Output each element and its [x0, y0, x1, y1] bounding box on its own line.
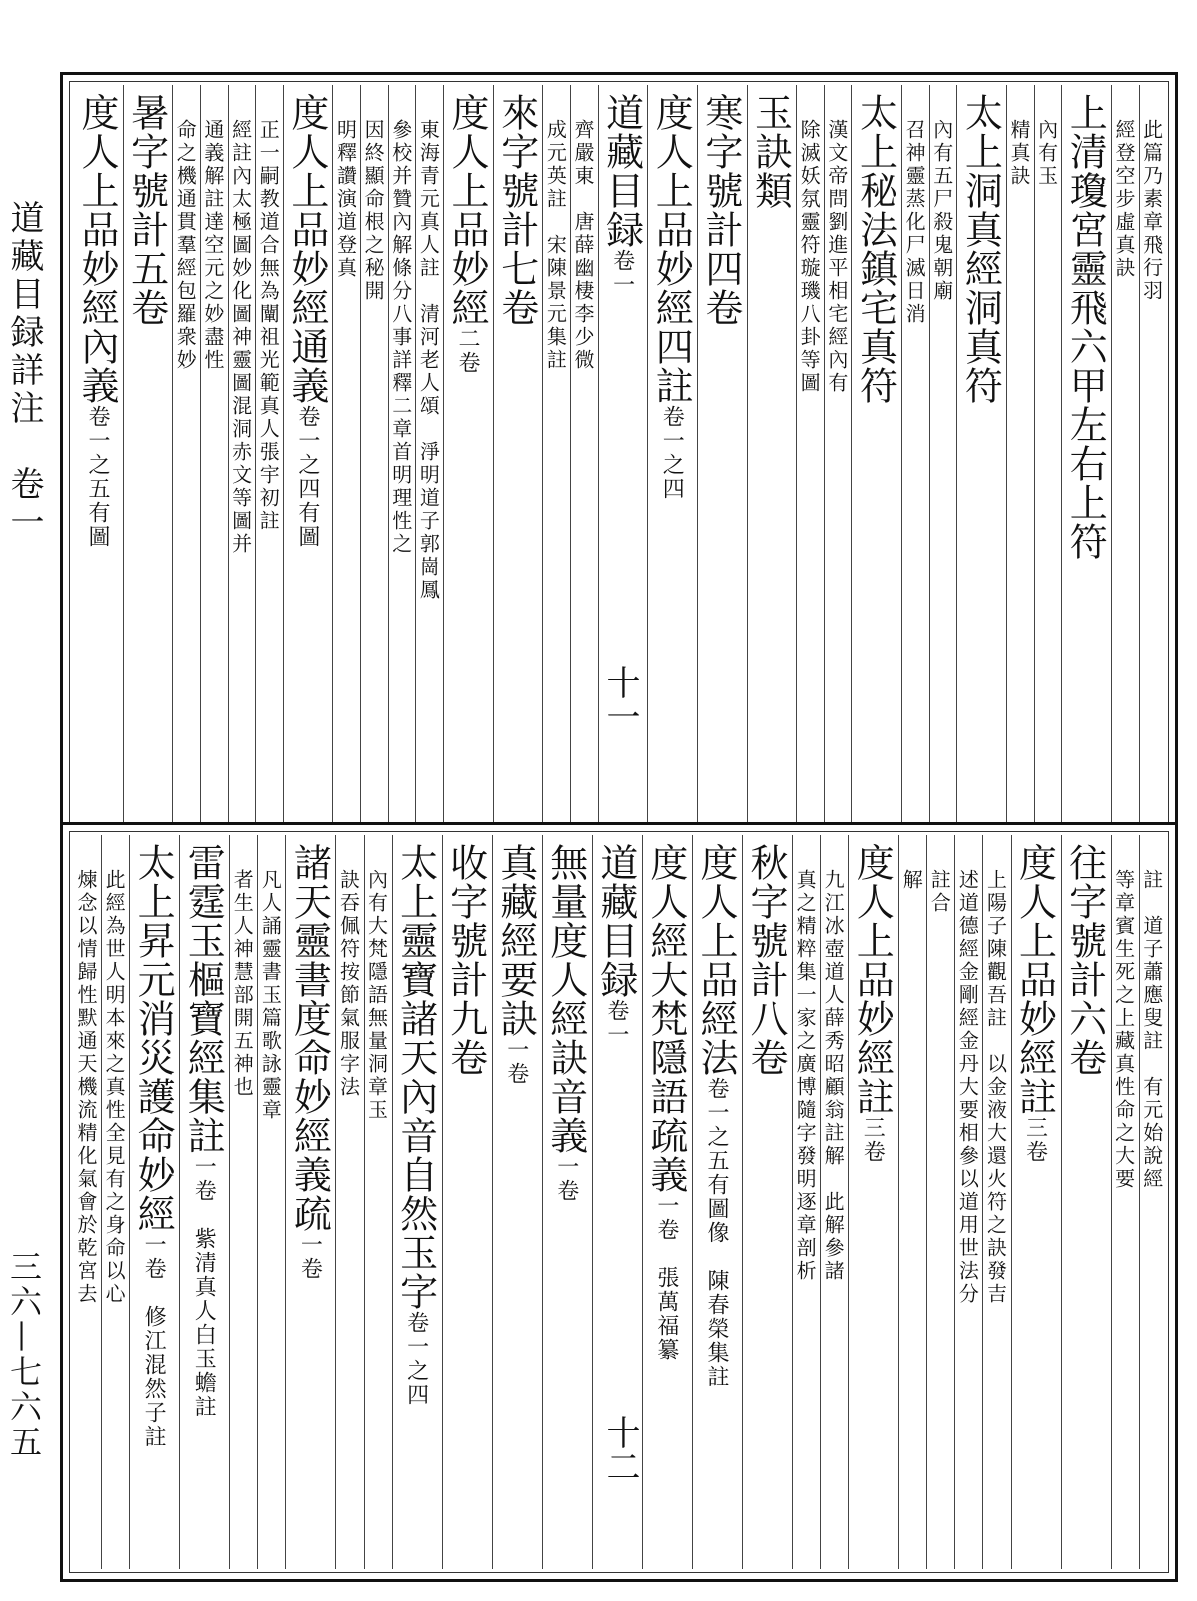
annotation-column — [360, 85, 386, 825]
entry-title-column — [542, 835, 590, 1569]
annotation-text: 精真訣 — [1007, 119, 1032, 188]
entry-title-column — [692, 835, 740, 1569]
entry-title-column — [956, 85, 1004, 825]
entry-title: 雷霆玉樞寶經集註 — [181, 843, 226, 1155]
entry-title: 度人經大梵隱語疏義 — [643, 843, 688, 1194]
volume-note: 一卷 張萬福纂 — [653, 1194, 679, 1362]
volume-note: 一卷 — [503, 1038, 529, 1086]
annotation-text: 此篇乃素章飛行羽 — [1139, 119, 1164, 303]
volume-note: 三卷 — [1022, 1116, 1048, 1164]
annotation-column — [954, 835, 980, 1569]
annotation-text: 齊嚴東 唐薛幽棲李少微 — [570, 119, 595, 372]
annotation-text: 上陽子陳觀吾註 以金液大還火符之訣發吉 — [983, 869, 1008, 1306]
annotation-column — [820, 835, 846, 1569]
annotation-text: 者生人神慧部開五神也 — [230, 869, 255, 1099]
entry-title: 度人上品妙經四註 — [649, 93, 694, 405]
entry-title-column — [1011, 835, 1059, 1569]
entry-title-column — [129, 835, 177, 1569]
annotation-column — [200, 85, 226, 825]
entry-title-column — [851, 85, 899, 825]
annotation-text: 經登空步虛真訣 — [1111, 119, 1136, 280]
volume-note: 一卷 — [297, 1233, 323, 1281]
annotation-column — [415, 85, 441, 825]
entry-title-column — [742, 835, 790, 1569]
annotation-column — [570, 85, 596, 825]
volume-note: 卷一之四有圖 — [294, 405, 320, 549]
entry-title-column — [747, 85, 795, 825]
annotation-text: 煉念以情歸性默通天機流精化氣會於乾宮去 — [74, 869, 98, 1306]
annotation-column — [257, 835, 283, 1569]
annotation-column — [1139, 835, 1165, 1569]
annotation-text: 內有五尸殺鬼朝廟 — [929, 119, 954, 303]
volume-note: 卷一 — [609, 249, 635, 297]
annotation-text: 參校并贊內解條分八事詳釋二章首明理性之 — [388, 119, 413, 556]
annotation-column — [792, 835, 818, 1569]
bottom-page-panel — [60, 822, 1178, 1582]
entry-title: 寒字號計四卷 — [698, 93, 743, 327]
entry-title-column — [73, 85, 121, 825]
annotation-text: 九江冰壺道人薛秀昭顧翁註解 此解參諸 — [821, 869, 846, 1283]
annotation-text: 召神靈蒸化尸滅日消 — [902, 119, 927, 326]
annotation-column — [364, 835, 390, 1569]
entry-title: 無量度人經訣音義 — [543, 843, 588, 1155]
entry-title: 道藏目録 — [593, 843, 638, 999]
entry-title-column — [392, 835, 440, 1569]
entry-title: 度人上品經法 — [693, 843, 738, 1077]
page-number: 三六—七六五 — [5, 1250, 43, 1460]
annotation-column — [1006, 85, 1032, 825]
volume-note: 一卷 — [553, 1155, 579, 1203]
annotation-text: 解 — [899, 869, 924, 892]
volume-note: 一卷 修江混然子註 — [141, 1233, 167, 1449]
entry-title: 度人上品妙經 — [445, 93, 490, 327]
annotation-column — [901, 85, 927, 825]
entry-title-column — [179, 835, 227, 1569]
entry-title: 暑字號計五卷 — [124, 93, 169, 327]
annotation-text: 明釋讚演道登真 — [333, 119, 358, 280]
entry-title-column — [493, 85, 541, 825]
entry-title: 太上昇元消災護命妙經 — [131, 843, 176, 1233]
volume-note: 三卷 — [860, 1116, 886, 1164]
annotation-text: 命之機通貫羣經包羅衆妙 — [173, 119, 198, 372]
annotation-column — [982, 835, 1008, 1569]
annotation-column — [229, 835, 255, 1569]
annotation-column — [335, 835, 361, 1569]
entry-title-column — [1061, 835, 1109, 1569]
annotation-column — [926, 835, 952, 1569]
entry-title: 度人上品妙經通義 — [284, 93, 329, 405]
annotation-text: 等章賓生死之上藏真性命之大要 — [1111, 869, 1136, 1191]
annotation-column — [73, 835, 99, 1569]
annotation-column — [898, 835, 924, 1569]
annotation-column — [542, 85, 568, 825]
entry-title: 太上靈寶諸天內音自然玉字 — [393, 843, 438, 1311]
entry-title: 玉訣類 — [748, 93, 793, 210]
volume-note: 二卷 — [455, 327, 481, 375]
annotation-text: 此經為世人明本來之真性全見有之身命以心 — [102, 869, 127, 1306]
volume-note: 一卷 紫清真人白玉蟾註 — [191, 1155, 217, 1419]
annotation-text: 經註內太極圖妙化圖神靈圖混洞赤文等圖并 — [228, 119, 253, 556]
annotation-text: 成元英註 宋陳景元集註 — [543, 119, 568, 372]
annotation-text: 述道德經金剛經金丹大要相參以道用世法分 — [955, 869, 980, 1306]
entry-title: 往字號計六卷 — [1062, 843, 1107, 1077]
volume-note: 卷一 — [603, 999, 629, 1047]
entry-title-column — [492, 835, 540, 1569]
annotation-text: 註合 — [927, 869, 952, 915]
annotation-column — [228, 85, 254, 825]
annotation-text: 東海青元真人註 清河老人頌 淨明道子郭崗鳳 — [416, 119, 441, 602]
annotation-text: 通義解註達空元之妙盡性 — [200, 119, 225, 372]
entry-title: 收字號計九卷 — [443, 843, 488, 1077]
entry-title-column — [697, 85, 745, 825]
volume-note: 卷一之五有圖像 陳春榮集註 — [703, 1077, 729, 1389]
annotation-column — [1111, 85, 1137, 825]
entry-title-column — [442, 835, 490, 1569]
entry-title-column — [647, 85, 695, 825]
annotation-text: 真之精粹集一家之廣博隨字發明逐章剖析 — [793, 869, 818, 1283]
annotation-column — [101, 835, 127, 1569]
leaf-number: 十二 — [600, 1415, 640, 1483]
annotation-column — [388, 85, 414, 825]
entry-title-column — [123, 85, 171, 825]
entry-title-column — [443, 85, 491, 825]
annotation-text: 因終顯命根之秘開 — [361, 119, 386, 303]
volume-note: 卷一之五有圖 — [85, 405, 110, 549]
entry-title: 來字號計七卷 — [494, 93, 539, 327]
entry-title: 度人上品妙經註 — [850, 843, 895, 1116]
entry-title: 秋字號計八卷 — [744, 843, 788, 1077]
entry-title: 道藏目録 — [599, 93, 644, 249]
annotation-text: 正一嗣教道合無為闡祖光範真人張宇初註 — [256, 119, 281, 533]
annotation-column — [172, 85, 198, 825]
book-title: 道藏目録詳注 卷一 — [4, 200, 44, 542]
entry-title-column — [1061, 85, 1109, 825]
annotation-column — [929, 85, 955, 825]
entry-title: 上清瓊宮靈飛六甲左右上符 — [1063, 93, 1108, 561]
top-page-panel — [60, 72, 1178, 838]
entry-title: 太上洞真經洞真符 — [958, 93, 1003, 405]
annotation-column — [332, 85, 358, 825]
annotation-text: 註 道子蕭應叟註 有元始說經 — [1139, 869, 1164, 1191]
annotation-text: 訣吞佩符按節氣服字法 — [336, 869, 361, 1099]
annotation-column — [255, 85, 281, 825]
annotation-column — [1111, 835, 1137, 1569]
annotation-column — [824, 85, 850, 825]
entry-title: 度人上品妙經內義 — [75, 93, 119, 405]
volume-note: 卷一之四 — [659, 405, 685, 501]
entry-title-column — [848, 835, 896, 1569]
leaf-number: 十一 — [600, 665, 640, 733]
annotation-text: 除滅妖氛靈符璇璣八卦等圖 — [797, 119, 822, 395]
entry-title-column — [285, 835, 333, 1569]
annotation-column — [1139, 85, 1165, 825]
annotation-text: 內有大梵隱語無量洞章玉 — [364, 869, 389, 1122]
annotation-text: 凡人誦靈書玉篇歌詠靈章 — [258, 869, 283, 1122]
annotation-column — [796, 85, 822, 825]
entry-title: 諸天靈書度命妙經義疏 — [287, 843, 332, 1233]
entry-title: 太上秘法鎮宅真符 — [853, 93, 898, 405]
annotation-column — [1034, 85, 1060, 825]
entry-title-column — [642, 835, 690, 1569]
entry-title: 真藏經要訣 — [493, 843, 538, 1038]
annotation-text: 漢文帝問劉進平相宅經內有 — [824, 119, 849, 395]
entry-title-column — [283, 85, 331, 825]
annotation-text: 內有玉 — [1034, 119, 1059, 188]
volume-note: 卷一之四 — [403, 1311, 429, 1407]
entry-title: 度人上品妙經註 — [1012, 843, 1057, 1116]
